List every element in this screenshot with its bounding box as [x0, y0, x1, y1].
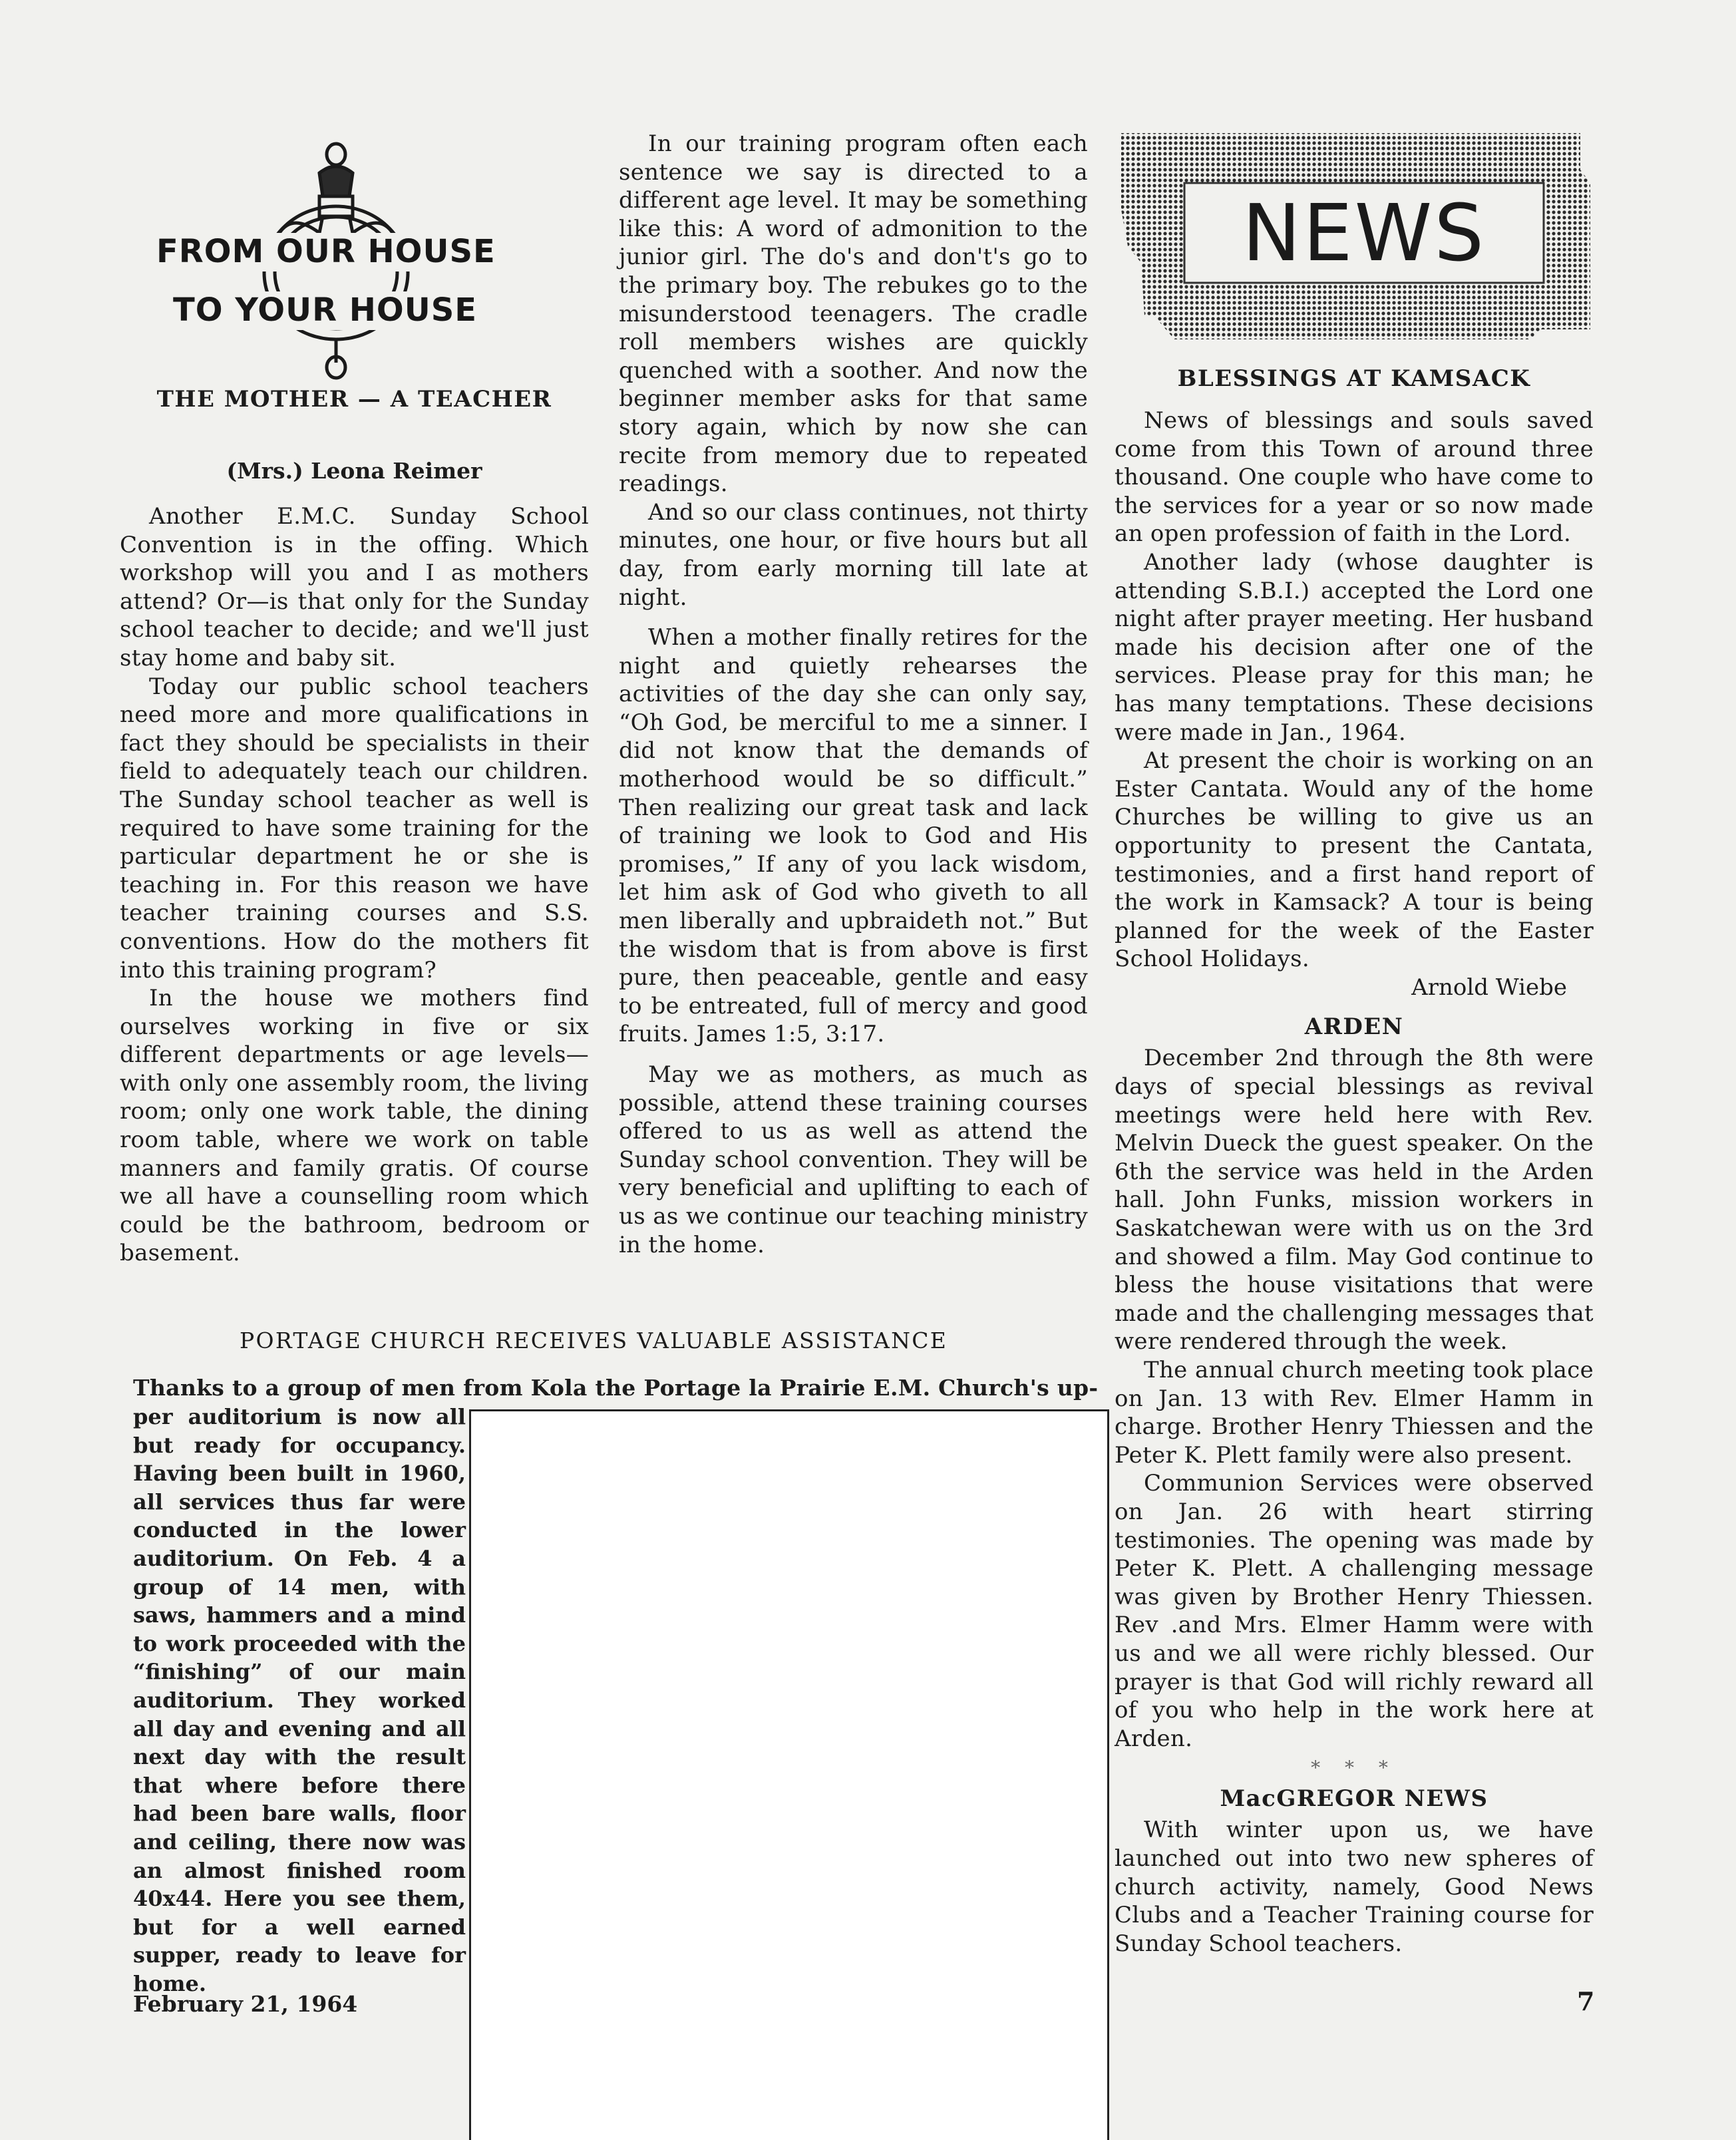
kamsack-paragraph: At present the choir is working on an Ester Cantata. Would any of the home Churches be willing to give us an opportunity to present the Cantata, testimonies, and a first hand report of the work in Kamsack? A tour is being planned for the week of the Easter School Holidays. [1115, 747, 1594, 973]
portage-lead-line: Thanks to a group of men from Kola the Portage la Prairie E.M. Church's up- [133, 1375, 1098, 1401]
arden-paragraph: The annual church meeting took place on Jan. 13 with Rev. Elmer Hamm in charge. Brother Henry Thiessen and the Peter K. Plett family were also present. [1115, 1357, 1594, 1469]
portage-body: per auditorium is now all but ready for occupancy. Having been built in 1960, all services thus far were conducted in the lower auditorium. On Feb. 4 a group of 14 men, with saws, hammers and a mind to work proceeded with the “finishing” of our main auditorium. They worked all day and evening and all next day with the result that where before there had been bare walls, floor and ceiling, there now was an almost finished room 40x44. Here you see them, but for a well earned supper, ready to leave for home. [133, 1404, 466, 1996]
mother-paragraph: When a mother finally retires for the night and quietly rehearses the activities of the day she can only say, “Oh God, be merciful to me a sinner. I did not know that the demands of motherhood would be so difficult.” Then realizing our great task and lack of training we look to God and His promises,” If any of you lack wisdom, let him ask of God who giveth to all men liberally and upbraideth not.” But the wisdom that is from above is first pure, then peaceable, gentle and easy to be entreated, full of mercy and good fruits. James 1:5, 3:17. [619, 624, 1088, 1048]
page-number: 7 [1577, 1986, 1595, 2016]
section-separator: * * * [1311, 1757, 1397, 1779]
kamsack-paragraph: Another lady (whose daughter is attending S.B.I.) accepted the Lord one night after prayer meeting. Her husband made his decision after one of the services. Please pray for this man; he has many temptations. These decisions were made in Jan., 1964. [1115, 548, 1594, 746]
column-right [1115, 130, 1594, 1958]
photo-placeholder [469, 1409, 1109, 2140]
kamsack-paragraph: News of blessings and souls saved come from this Town of around three thousand. One couple who have come to the services for a year or so now made an open profession of faith in the Lord. [1115, 407, 1594, 548]
kamsack-title: BLESSINGS AT KAMSACK [1177, 365, 1531, 392]
mother-paragraph: May we as mothers, as much as possible, attend these training courses offered to us as well as attend the Sunday school convention. They will be very beneficial and uplifting to each of us as we continue our teaching ministry in the home. [619, 1061, 1088, 1258]
footer-date: February 21, 1964 [133, 1991, 358, 2017]
mother-paragraph: In our training program often each sentence we say is directed to a different age level. It may be something like this: A word of admonition to the junior girl. The do's and don't's go to the primary boy. The rebukes go to the misunderstood teenagers. The cradle roll members wishes are quickly quenched with a soother. And now the beginner member asks for that same story again, which by now she can recite from memory due to repeated readings. [619, 130, 1088, 498]
mother-article-byline: (Mrs.) Leona Reimer [226, 458, 482, 484]
column-left [120, 133, 589, 1267]
logo-line-2: TO YOUR HOUSE [173, 291, 478, 329]
mother-paragraph: Another E.M.C. Sunday School Convention is in the offing. Which workshop will you and I as mothers attend? Or—is that only for the Sunday school teacher to decide; and we'll just stay home and baby sit. [120, 503, 589, 671]
column-middle [619, 130, 1088, 1259]
arden-paragraph: Communion Services were observed on Jan. 26 with heart stirring testimonies. The opening was made by Peter K. Plett. A challenging message was given by Brother Henry Thiessen. Rev .and Mrs. Elmer Hamm were with us and we all were richly blessed. Our prayer is that God will richly reward all of you who help in the work here at Arden. [1115, 1470, 1594, 1752]
logo-line-1: FROM OUR HOUSE [156, 233, 496, 270]
arden-title: ARDEN [1304, 1013, 1404, 1041]
arden-paragraph: December 2nd through the 8th were days of special blessings as revival meetings were held here with Rev. Melvin Dueck the guest speaker. On the 6th the service was held in the Arden hall. John Funks, mission workers in Saskatchewan were with us on the 3rd and showed a film. May God continue to bless the house visitations that were made and the challenging messages that were rendered through the week. [1115, 1045, 1594, 1355]
mother-article-title: THE MOTHER — A TEACHER [156, 386, 552, 413]
news-banner [1115, 130, 1594, 343]
from-our-house-logo [120, 133, 589, 386]
mother-paragraph: In the house we mothers find ourselves working in five or six different departments or age levels—with only one assembly room, the living room; only one work table, the dining room table, where we work on table manners and family gratis. Of course we all have a counselling room which could be the bathroom, bedroom or basement. [120, 985, 589, 1267]
macgregor-paragraph: With winter upon us, we have launched out into two new spheres of church activity, namely, Good News Clubs and a Teacher Training course for Sunday School teachers. [1115, 1817, 1594, 1957]
macgregor-title: MacGREGOR NEWS [1220, 1785, 1488, 1813]
mother-paragraph: And so our class continues, not thirty minutes, one hour, or five hours but all day, from early morning till late at night. [619, 498, 1088, 611]
kamsack-signature: Arnold Wiebe [1411, 974, 1567, 1001]
mother-paragraph: Today our public school teachers need more and more qualifications in fact they should be specialists in their field to adequately teach our children. The Sunday school teacher as well is required to have some training for the particular department he or she is teaching in. For this reason we have teacher training courses and S.S. conventions. How do the mothers fit into this training program? [120, 673, 589, 983]
news-banner-title: NEWS [1242, 187, 1486, 279]
portage-title: PORTAGE CHURCH RECEIVES VALUABLE ASSISTANCE [240, 1328, 948, 1353]
